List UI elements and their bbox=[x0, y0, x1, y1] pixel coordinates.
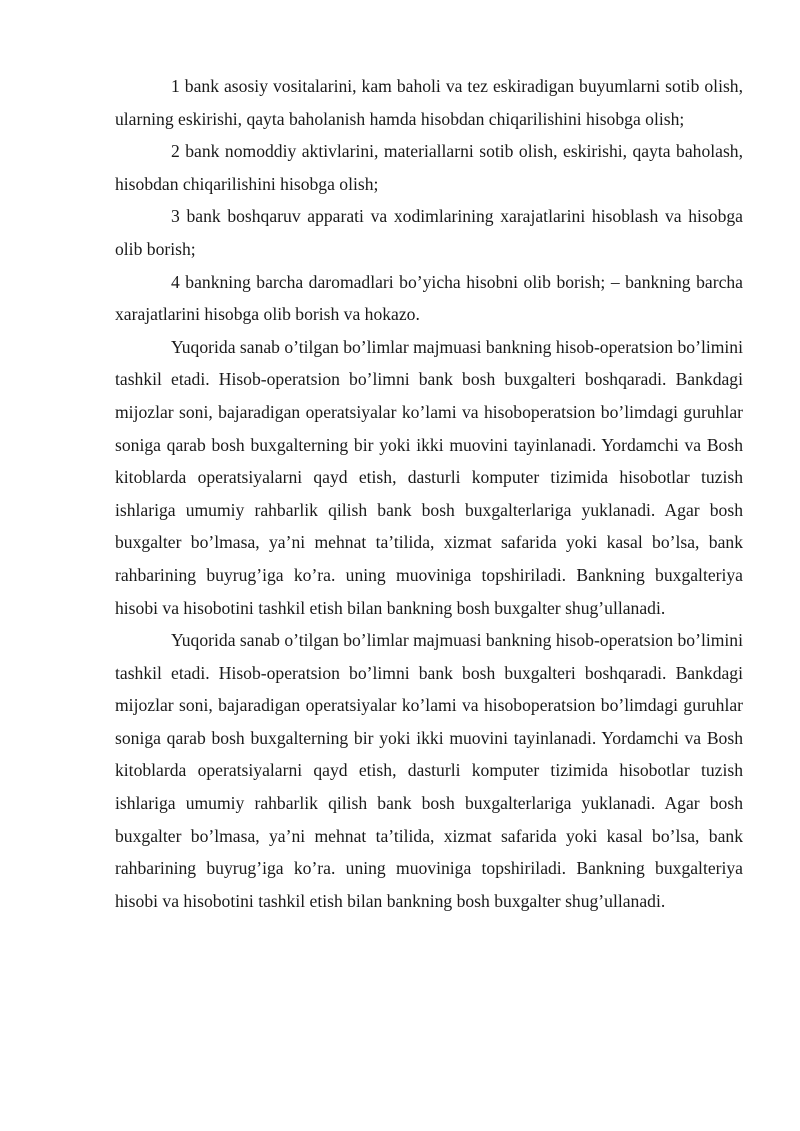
paragraph-item-2: 2 bank nomoddiy aktivlarini, materiallarni sotib olish, eskirishi, qayta baholash, hisobdan chiqarilishini hisobga olish; bbox=[115, 141, 743, 194]
document-page bbox=[115, 70, 743, 917]
paragraph-department-overview-repeat: Yuqorida sanab o’tilgan bo’limlar majmuasi bankning hisob-operatsion bo’limini tashkil etadi. Hisob-operatsion bo’limni bank bosh buxgalteri boshqaradi. Bankdagi mijozlar soni, bajaradigan operatsiyalar ko’lami va hisoboperatsion bo’limdagi guruhlar soniga qarab bosh buxgalterning bir yoki ikki muovini tayinlanadi. Yordamchi va Bosh kitoblarda operatsiyalarni qayd etish, dasturli komputer tizimida hisobotlar tuzish ishlariga umumiy rahbarlik qilish bank bosh buxgalterlariga yuklanadi. Agar bosh buxgalter bo’lmasa, ya’ni mehnat ta’tilida, xizmat safarida yoki kasal bo’lsa, bank rahbarining buyrug’iga ko’ra. uning muoviniga topshiriladi. Bankning buxgalteriya hisobi va hisobotini tashkil etish bilan bankning bosh buxgalter shug’ullanadi. bbox=[115, 630, 743, 911]
paragraph-item-1: 1 bank asosiy vositalarini, kam baholi va tez eskiradigan buyumlarni sotib olish, ularning eskirishi, qayta baholanish hamda hisobdan chiqarilishini hisobga olish; bbox=[115, 76, 743, 129]
paragraph-item-4: 4 bankning barcha daromadlari bo’yicha hisobni olib borish; – bankning barcha xarajatlarini hisobga olib borish va hokazo. bbox=[115, 271, 743, 325]
paragraph-department-overview: Yuqorida sanab o’tilgan bo’limlar majmuasi bankning hisob-operatsion bo’limini tashkil etadi. Hisob-operatsion bo’limni bank bosh buxgalteri boshqaradi. Bankdagi mijozlar soni, bajaradigan operatsiyalar ko’lami va hisoboperatsion bo’limdagi guruhlar soniga qarab bosh buxgalterning bir yoki ikki muovini tayinlanadi. Yordamchi va Bosh kitoblarda operatsiyalarni qayd etish, dasturli komputer tizimida hisobotlar tuzish ishlariga umumiy rahbarlik qilish bank bosh buxgalterlariga yuklanadi. Agar bosh buxgalter bo’lmasa, ya’ni mehnat ta’tilida, xizmat safarida yoki kasal bo’lsa, bank rahbarining buyrug’iga ko’ra. uning muoviniga topshiriladi. Bankning buxgalteriya hisobi va hisobotini tashkil etish bilan bankning bosh buxgalter shug’ullanadi. bbox=[115, 336, 743, 618]
paragraph-item-3: 3 bank boshqaruv apparati va xodimlarining xarajatlarini hisoblash va hisobga olib borish; bbox=[115, 206, 743, 259]
